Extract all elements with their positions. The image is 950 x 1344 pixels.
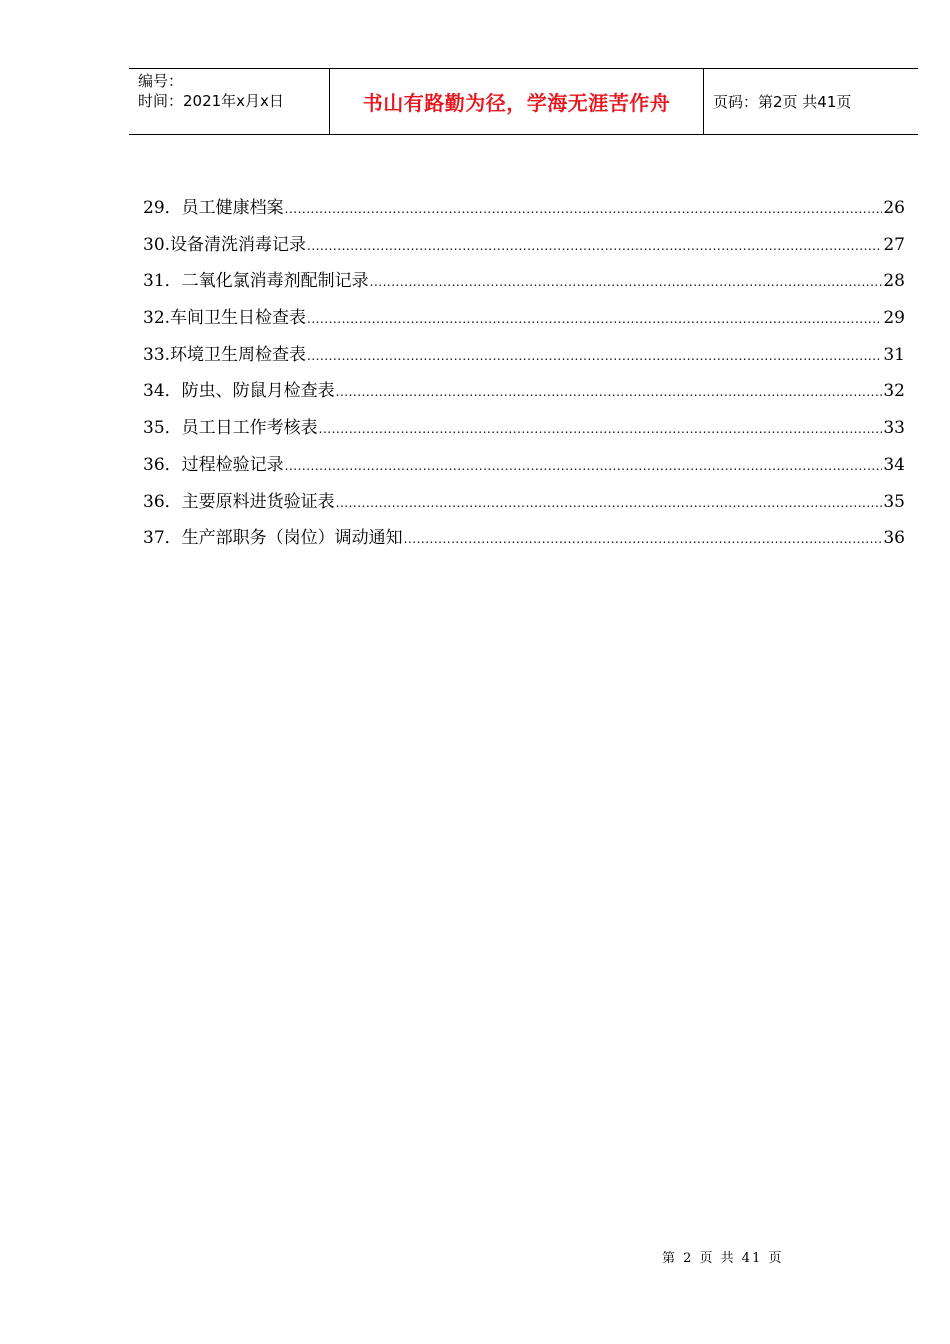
toc-entry[interactable]: [143, 303, 905, 340]
toc-leader-dots: [336, 496, 883, 510]
header-meta: [129, 69, 330, 134]
toc-entry-title: 33.环境卫生周检查表: [143, 344, 307, 365]
toc-leader-dots: [404, 532, 883, 546]
toc-entry-title: 35．员工日工作考核表: [143, 418, 318, 439]
toc-entry[interactable]: [143, 523, 905, 560]
toc-leader-dots: [307, 239, 882, 253]
toc-entry-title: 36．主要原料进货验证表: [143, 491, 335, 512]
toc-entry-page: 32: [883, 381, 905, 402]
toc-entry-page: 31: [883, 344, 905, 365]
table-of-contents: [143, 193, 905, 560]
toc-entry-page: 29: [883, 308, 905, 329]
toc-entry-title: 30.设备清洗消毒记录: [143, 234, 307, 255]
toc-entry-page: 34: [883, 454, 905, 475]
toc-leader-dots: [285, 202, 883, 216]
number-label: 编号：: [138, 72, 184, 90]
toc-entry-page: 36: [883, 528, 905, 549]
toc-entry[interactable]: [143, 376, 905, 413]
toc-leader-dots: [307, 312, 882, 326]
toc-leader-dots: [319, 422, 883, 436]
toc-entry-title: 29．员工健康档案: [143, 198, 284, 218]
toc-entry-page: 26: [883, 198, 905, 218]
header-page-info: 页码：第2页 共41页: [713, 93, 852, 111]
toc-leader-dots: [336, 385, 883, 399]
toc-entry[interactable]: [143, 193, 905, 230]
toc-entry-title: 37．生产部职务（岗位）调动通知: [143, 528, 403, 549]
toc-entry-title: 36．过程检验记录: [143, 454, 284, 475]
toc-leader-dots: [307, 349, 882, 363]
toc-entry[interactable]: [143, 413, 905, 450]
toc-entry[interactable]: [143, 340, 905, 377]
toc-entry-page: 33: [883, 418, 905, 439]
toc-entry-title: 34．防虫、防鼠月检查表: [143, 381, 335, 402]
toc-entry-page: 35: [883, 491, 905, 512]
toc-leader-dots: [285, 459, 883, 473]
header-motto: 书山有路勤为径，学海无涯苦作舟: [330, 69, 704, 134]
time-label: 时间：2021年x月x日: [138, 92, 284, 110]
page-header: [129, 68, 918, 135]
toc-leader-dots: [370, 275, 883, 289]
toc-entry[interactable]: [143, 450, 905, 487]
toc-entry-page: 28: [883, 271, 905, 292]
toc-entry[interactable]: [143, 230, 905, 267]
toc-entry[interactable]: [143, 487, 905, 524]
toc-entry-title: 32.车间卫生日检查表: [143, 308, 307, 329]
page-footer: 第 2 页 共 41 页: [662, 1251, 784, 1266]
toc-entry-title: 31．二氧化氯消毒剂配制记录: [143, 271, 369, 292]
toc-entry-page: 27: [883, 234, 905, 255]
toc-entry[interactable]: [143, 266, 905, 303]
